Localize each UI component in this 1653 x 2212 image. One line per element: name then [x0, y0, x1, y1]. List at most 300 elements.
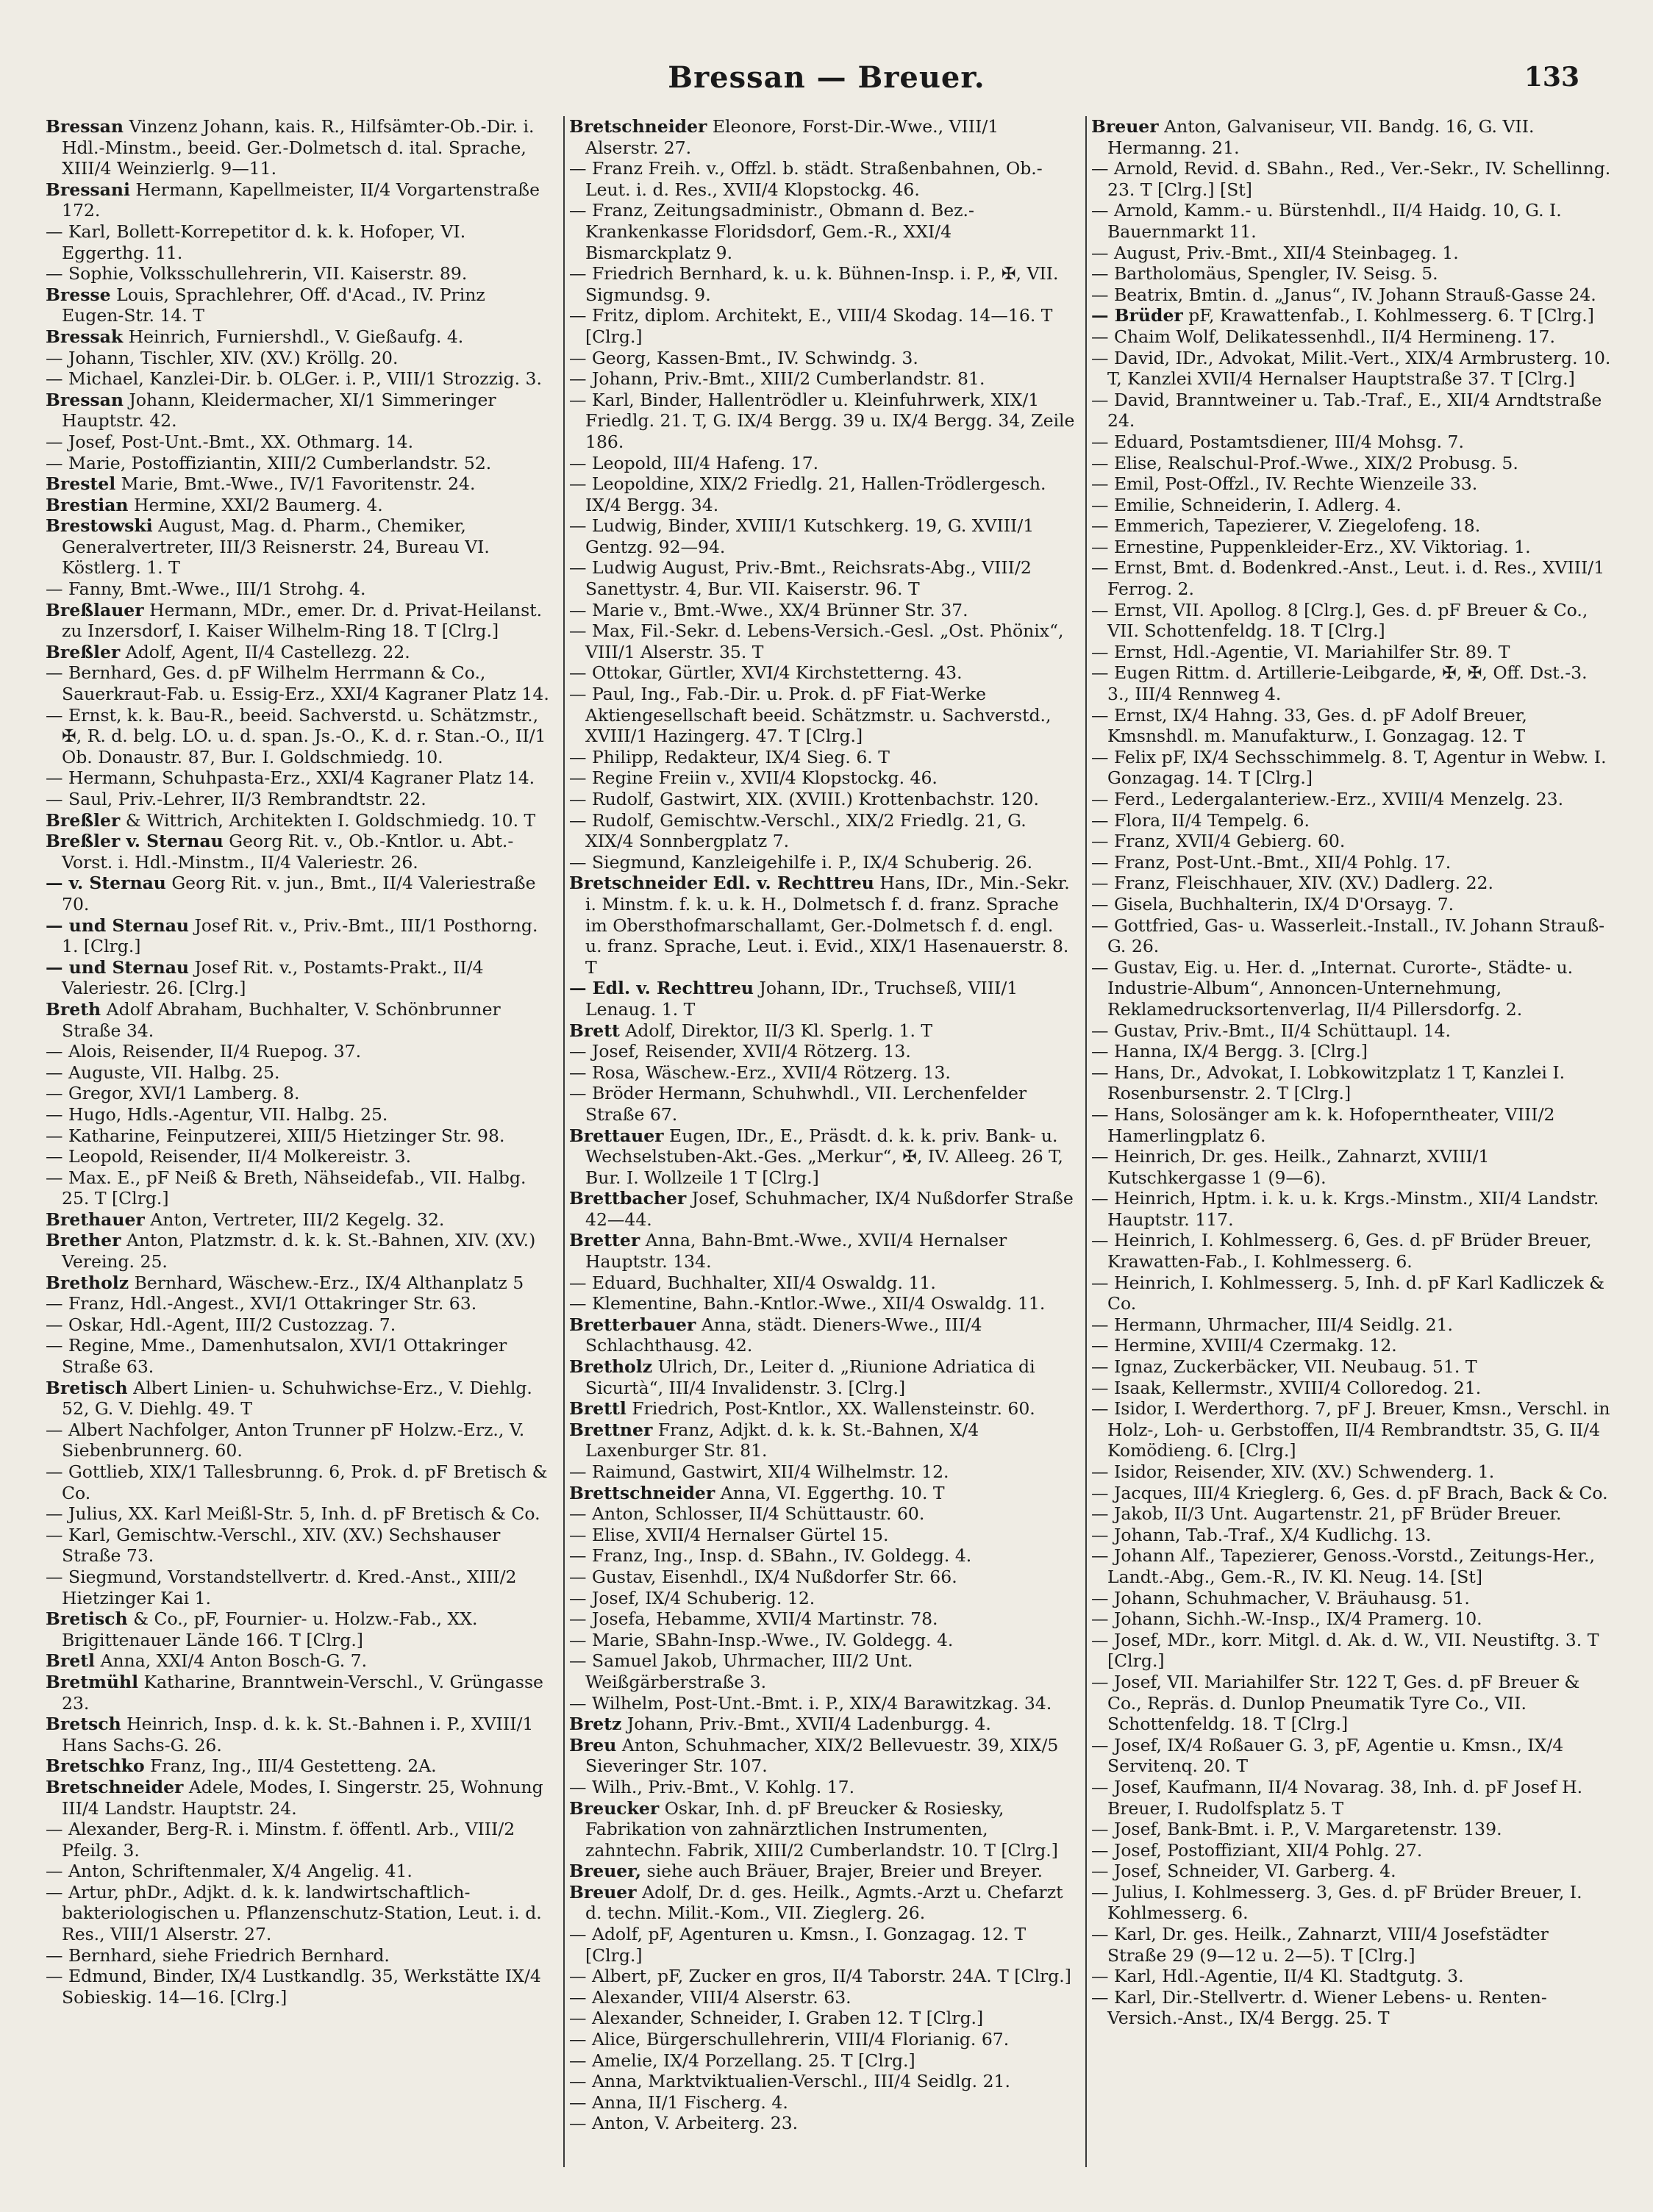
- entry-details: — Gustav, Eig. u. Her. d. „Internat. Curorte-, Städte- u. Industrie-Album“, Annoncen-Unternehmung, Reklamedrucksortenverlag, II/4 Pillersdorfg. 2.: [1091, 956, 1574, 1020]
- entry-details: — Fanny, Bmt.-Wwe., III/1 Strohg. 4.: [46, 579, 366, 600]
- directory-entry: [46, 473, 551, 495]
- directory-entry: [46, 1461, 551, 1503]
- directory-entry: [569, 662, 1075, 684]
- entry-details: — Ernestine, Puppenkleider-Erz., XV. Viktoriag. 1.: [1091, 536, 1531, 557]
- directory-entry: [46, 1945, 551, 1966]
- directory-entry: [46, 263, 551, 284]
- directory-entry: [46, 495, 551, 516]
- entry-details: — Josef, IX/4 Roßauer G. 3, pF, Agentie u. Kmsn., IX/4 Servitenq. 20. T: [1091, 1734, 1564, 1777]
- entry-details: — Max, Fil.-Sekr. d. Lebens-Versich.-Gesl. „Ost. Phönix“, VIII/1 Alserstr. 35. T: [569, 620, 1064, 662]
- entry-details: & Co., pF, Fournier- u. Holzw.-Fab., XX. Brigittenauer Lände 166. T [Clrg.]: [62, 1608, 478, 1650]
- directory-entry: [569, 1041, 1075, 1062]
- entry-details: — Oskar, Hdl.-Agent, III/2 Custozzag. 7.: [46, 1314, 396, 1335]
- entry-details: — Heinrich, Hptm. i. k. u. k. Krgs.-Minstm., XII/4 Landstr. Hauptstr. 117.: [1091, 1188, 1599, 1230]
- entry-surname: Brestel: [46, 473, 116, 495]
- entry-details: — Isaak, Kellermstr., XVIII/4 Colloredog. 21.: [1091, 1377, 1482, 1398]
- entry-details: — Edmund, Binder, IX/4 Lustkandlg. 35, Werkstätte IX/4 Sobieskig. 14—16. [Clrg.]: [46, 1966, 541, 2008]
- entry-details: — Saul, Priv.-Lehrer, II/3 Rembrandtstr. 22.: [46, 789, 426, 809]
- entry-surname: Bretl: [46, 1650, 95, 1672]
- entry-details: — Franz, Post-Unt.-Bmt., XII/4 Pohlg. 17.: [1091, 851, 1452, 873]
- entry-details: — Rosa, Wäschew.-Erz., XVII/4 Rötzerg. 13.: [569, 1062, 951, 1083]
- entry-details: — Elise, XVII/4 Hernalser Gürtel 15.: [569, 1524, 889, 1545]
- entry-details: — August, Priv.-Bmt., XII/4 Steinbageg. 1.: [1091, 242, 1459, 263]
- directory-entry: [46, 873, 551, 914]
- entry-surname: Bretsch: [46, 1714, 121, 1735]
- entry-details: Franz, Adjkt. d. k. k. St.-Bahnen, X/4 Laxenburger Str. 81.: [585, 1419, 979, 1461]
- entry-surname: Brettschneider: [569, 1482, 715, 1503]
- directory-entry: [569, 1693, 1075, 1714]
- entry-details: — Julius, XX. Karl Meißl-Str. 5, Inh. d. pF Bretisch & Co.: [46, 1503, 540, 1525]
- directory-entry: [1091, 243, 1612, 264]
- directory-entry: [569, 1020, 1075, 1042]
- entry-details: Hermann, MDr., emer. Dr. d. Privat-Heilanst. zu Inzersdorf, I. Kaiser Wilhelm-Ring 18. T [Clrg.]: [62, 599, 543, 642]
- directory-entry: [46, 284, 551, 326]
- directory-entry: [46, 348, 551, 369]
- entry-details: — Anna, Marktviktualien-Verschl., III/4 Seidlg. 21.: [569, 2071, 1010, 2092]
- entry-surname: Bretschneider Edl. v. Rechttreu: [569, 873, 874, 894]
- directory-entry: [46, 1146, 551, 1167]
- entry-details: — Artur, phDr., Adjkt. d. k. k. landwirtschaftlich-bakteriologischen u. Pflanzenschutz-Station, Leut. i. d. Res., VIII/1 Alserstr. 27.: [46, 1881, 542, 1945]
- entry-surname: Breucker: [569, 1797, 660, 1819]
- directory-entry: [1091, 348, 1612, 390]
- entry-details: Adolf, Direktor, II/3 Kl. Sperlg. 1. T: [625, 1020, 933, 1041]
- entry-details: — Bröder Hermann, Schuhwhdl., VII. Lerchenfelder Straße 67.: [569, 1083, 1027, 1125]
- entry-details: Katharine, Branntwein-Verschl., V. Grüngasse 23.: [62, 1671, 543, 1714]
- directory-entry: [46, 1755, 551, 1777]
- directory-entry: [569, 515, 1075, 557]
- directory-entry: [1091, 515, 1612, 537]
- entry-details: Adolf, Agent, II/4 Castellezg. 22.: [125, 641, 410, 662]
- directory-entry: [569, 873, 1075, 978]
- entry-details: — Franz, Zeitungsadministr., Obmann d. Bez.-Krankenkasse Floridsdorf, Gem.-R., XXI/4 Bismarckplatz 9.: [569, 200, 974, 263]
- directory-entry: [569, 348, 1075, 369]
- entry-details: — Anton, V. Arbeiterg. 23.: [569, 2113, 799, 2134]
- directory-entry: [1091, 915, 1612, 957]
- entry-details: — Marie, SBahn-Insp.-Wwe., IV. Goldegg. 4.: [569, 1629, 954, 1650]
- entry-details: — Gregor, XVI/1 Lamberg. 8.: [46, 1083, 300, 1104]
- entry-details: — Regine, Mme., Damenhutsalon, XVI/1 Ottakringer Straße 63.: [46, 1335, 507, 1378]
- entry-details: — Wilhelm, Post-Unt.-Bmt. i. P., XIX/4 Barawitzkag. 34.: [569, 1692, 1052, 1714]
- entry-details: — Leopold, Reisender, II/4 Molkereistr. 3.: [46, 1146, 412, 1167]
- entry-details: — Samuel Jakob, Uhrmacher, III/2 Unt. Weißgärberstraße 3.: [569, 1650, 913, 1692]
- entry-details: — Franz, XVII/4 Gebierg. 60.: [1091, 831, 1346, 852]
- entry-details: Bernhard, Wäschew.-Erz., IX/4 Althanplatz 5: [134, 1272, 524, 1293]
- directory-entry: [46, 1125, 551, 1147]
- directory-entry: [1091, 1104, 1612, 1146]
- directory-entry: [569, 1545, 1075, 1567]
- entry-details: — Franz, Hdl.-Angest., XVI/1 Ottakringer Str. 63.: [46, 1293, 477, 1314]
- directory-entry: [569, 1125, 1075, 1189]
- directory-entry: [569, 684, 1075, 747]
- entry-surname: Brettbacher: [569, 1188, 687, 1209]
- entry-details: — Philipp, Redakteur, IX/4 Sieg. 6. T: [569, 746, 890, 767]
- directory-entry: [569, 1062, 1075, 1084]
- entry-details: — Siegmund, Kanzleigehilfe i. P., IX/4 Schuberig. 26.: [569, 851, 1033, 873]
- entry-details: — Wilh., Priv.-Bmt., V. Kohlg. 17.: [569, 1776, 855, 1797]
- directory-entry: [569, 852, 1075, 873]
- directory-entry: [46, 915, 551, 957]
- directory-entry: [569, 263, 1075, 305]
- entry-details: — Bernhard, Ges. d. pF Wilhelm Herrmann & Co., Sauerkraut-Fab. u. Essig-Erz., XXI/4 Kagraner Platz 14.: [46, 662, 549, 705]
- entry-surname: Brestian: [46, 494, 129, 515]
- directory-entry: [46, 116, 551, 179]
- entry-details: — Gisela, Buchhalterin, IX/4 D'Orsayg. 7.: [1091, 893, 1454, 914]
- directory-entry: [569, 1987, 1075, 2008]
- directory-entry: [46, 1041, 551, 1062]
- entry-details: — Hans, Solosänger am k. k. Hofoperntheater, VIII/2 Hamerlingplatz 6.: [1091, 1103, 1555, 1146]
- entry-details: — Hans, Dr., Advokat, I. Lobkowitzplatz 1 T, Kanzlei I. Rosenbursenstr. 2. T [Clrg.]: [1091, 1062, 1565, 1104]
- directory-entry: [1091, 1608, 1612, 1630]
- entry-details: Heinrich, Furniershdl., V. Gießaufg. 4.: [128, 326, 464, 347]
- directory-entry: [569, 1483, 1075, 1504]
- entry-details: Anton, Platzmstr. d. k. k. St.-Bahnen, XIV. (XV.) Vereing. 25.: [62, 1230, 536, 1273]
- directory-entry: [569, 1083, 1075, 1125]
- directory-entry: [569, 1650, 1075, 1692]
- directory-entry: [1091, 705, 1612, 747]
- directory-entry: [46, 390, 551, 432]
- directory-entry: [46, 789, 551, 810]
- entry-details: — Raimund, Gastwirt, XII/4 Wilhelmstr. 12.: [569, 1461, 949, 1482]
- entry-details: — Leopold, III/4 Hafeng. 17.: [569, 452, 819, 473]
- directory-entry: [46, 999, 551, 1041]
- directory-entry: [569, 1461, 1075, 1483]
- directory-entry: [1091, 1966, 1612, 1987]
- entry-details: Anton, Schuhmacher, XIX/2 Bellevuestr. 39, XIX/5 Sieveringer Str. 107.: [585, 1734, 1059, 1777]
- directory-entry: [569, 978, 1075, 1020]
- entry-details: — Klementine, Bahn.-Kntlor.-Wwe., XII/4 Oswaldg. 11.: [569, 1293, 1046, 1314]
- entry-surname: Bretschko: [46, 1755, 145, 1777]
- directory-entry: [569, 1735, 1075, 1777]
- entry-details: — Josef, MDr., korr. Mitgl. d. Ak. d. W., VII. Neustiftg. 3. T [Clrg.]: [1091, 1629, 1599, 1672]
- directory-entry: [46, 1104, 551, 1125]
- entry-surname: Brether: [46, 1230, 121, 1251]
- directory-entry: [1091, 1146, 1612, 1188]
- directory-entry: [1091, 1398, 1612, 1461]
- directory-entry: [569, 158, 1075, 200]
- entry-details: — Ernst, VII. Apollog. 8 [Clrg.], Ges. d. pF Breuer & Co., VII. Schottenfeldg. 18. T [Clrg.]: [1091, 599, 1588, 642]
- entry-details: — Heinrich, Dr. ges. Heilk., Zahnarzt, XVIII/1 Kutschkergasse 1 (9—6).: [1091, 1146, 1490, 1188]
- directory-entry: [46, 579, 551, 600]
- directory-entry: [569, 1861, 1075, 1882]
- entry-details: — Elise, Realschul-Prof.-Wwe., XIX/2 Probusg. 5.: [1091, 452, 1518, 473]
- entry-details: — Heinrich, I. Kohlmesserg. 5, Inh. d. pF Karl Kadliczek & Co.: [1091, 1272, 1605, 1314]
- directory-entry: [46, 1335, 551, 1377]
- directory-entry: [569, 305, 1075, 347]
- entry-details: Josef Rit. v., Priv.-Bmt., III/1 Posthorng. 1. [Clrg.]: [62, 914, 538, 957]
- entry-surname: Brestowski: [46, 515, 153, 537]
- entry-surname: Breßlauer: [46, 599, 144, 620]
- entry-details: — Karl, Dir.-Stellvertr. d. Wiener Lebens- u. Renten-Versich.-Anst., IX/4 Bergg. 25. T: [1091, 1986, 1547, 2029]
- entry-details: Johann, Kleidermacher, XI/1 Simmeringer Hauptstr. 42.: [62, 389, 496, 432]
- entry-details: Johann, IDr., Truchseß, VIII/1 Lenaug. 1. T: [585, 978, 1018, 1020]
- entry-details: — Gottlieb, XIX/1 Tallesbrunng. 6, Prok. d. pF Bretisch & Co.: [46, 1461, 548, 1503]
- directory-entry: [46, 1378, 551, 1420]
- entry-details: — Josef, Reisender, XVII/4 Rötzerg. 13.: [569, 1041, 911, 1062]
- directory-entry: [46, 957, 551, 999]
- entry-details: — Amelie, IX/4 Porzellang. 25. T [Clrg.]: [569, 2050, 915, 2071]
- entry-details: — Isidor, Reisender, XIV. (XV.) Schwenderg. 1.: [1091, 1461, 1495, 1482]
- entry-details: — Ernst, k. k. Bau-R., beeid. Sachverstd. u. Schätzmstr., ✠, R. d. belg. LO. u. d. span. Js.-O., K. d. r. Stan.-O., II/1 Ob. Donaustr. 87, Bur. I. Goldschmiedg. 10.: [46, 704, 546, 767]
- directory-entry: [569, 1567, 1075, 1588]
- entry-details: — Franz, Fleischhauer, XIV. (XV.) Dadlerg. 22.: [1091, 873, 1493, 894]
- entry-details: — Franz, Ing., Insp. d. SBahn., IV. Goldegg. 4.: [569, 1545, 972, 1567]
- entry-surname: — und Sternau: [46, 956, 190, 978]
- directory-entry: [46, 1209, 551, 1231]
- entry-surname: Bresse: [46, 284, 111, 305]
- entry-details: — Katharine, Feinputzerei, XIII/5 Hietzinger Str. 98.: [46, 1125, 505, 1146]
- directory-entry: [46, 1503, 551, 1525]
- directory-entry: [46, 1714, 551, 1755]
- entry-details: — Karl, Hdl.-Agentie, II/4 Kl. Stadtgutg. 3.: [1091, 1966, 1464, 1987]
- directory-entry: [46, 1650, 551, 1672]
- directory-entry: [46, 1062, 551, 1084]
- directory-entry: [569, 2008, 1075, 2029]
- column-1: [46, 116, 551, 2167]
- directory-entry: [1091, 1861, 1612, 1882]
- entry-surname: Brettner: [569, 1419, 653, 1440]
- entry-details: — Arnold, Revid. d. SBahn., Red., Ver.-Sekr., IV. Schellinng. 23. T [Clrg.] [St]: [1091, 158, 1611, 200]
- entry-surname: — und Sternau: [46, 914, 190, 936]
- directory-entry: [1091, 1924, 1612, 1966]
- entry-details: Vinzenz Johann, kais. R., Hilfsämter-Ob.-Dir. i. Hdl.-Minstm., beeid. Ger.-Dolmetsch d. ital. Sprache, XIII/4 Weinzierlg. 9—11.: [62, 116, 535, 179]
- entry-details: — Franz Freih. v., Offzl. b. städt. Straßenbahnen, Ob.-Leut. i. d. Res., XVII/4 Klopstockg. 46.: [569, 158, 1043, 200]
- entry-details: — Max. E., pF Neiß & Breth, Nähseidefab., VII. Halbg. 25. T [Clrg.]: [46, 1167, 526, 1209]
- directory-entry: [1091, 662, 1612, 704]
- directory-entry: [1091, 1062, 1612, 1104]
- directory-entry: [1091, 326, 1612, 348]
- entry-details: Adele, Modes, I. Singerstr. 25, Wohnung III/4 Landstr. Hauptstr. 24.: [62, 1776, 543, 1819]
- entry-details: — Sophie, Volksschullehrerin, VII. Kaiserstr. 89.: [46, 263, 468, 284]
- entry-details: — Georg, Kassen-Bmt., IV. Schwindg. 3.: [569, 347, 918, 368]
- directory-entry: [1091, 747, 1612, 789]
- directory-entry: [46, 1672, 551, 1714]
- directory-entry: [1091, 158, 1612, 200]
- directory-entry: [1091, 1335, 1612, 1356]
- entry-surname: Bretholz: [46, 1272, 129, 1293]
- directory-entry: [569, 1924, 1075, 1966]
- directory-entry: [569, 1525, 1075, 1546]
- entry-details: — Alexander, Schneider, I. Graben 12. T [Clrg.]: [569, 2008, 984, 2029]
- directory-entry: [46, 453, 551, 474]
- directory-entry: [569, 1293, 1075, 1314]
- entry-details: — Gustav, Priv.-Bmt., II/4 Schüttaupl. 14.: [1091, 1020, 1452, 1041]
- entry-details: — Josef, IX/4 Schuberig. 12.: [569, 1587, 815, 1608]
- directory-entry: [1091, 284, 1612, 306]
- directory-entry: [569, 620, 1075, 662]
- entry-details: — David, Branntweiner u. Tab.-Traf., E., XII/4 Arndtstraße 24.: [1091, 389, 1602, 432]
- entry-details: — Adolf, pF, Agenturen u. Kmsn., I. Gonzagag. 12. T [Clrg.]: [569, 1924, 1027, 1966]
- running-head: Bressan — Breuer.: [668, 60, 985, 95]
- entry-surname: Bretterbauer: [569, 1314, 696, 1335]
- entry-details: — Hugo, Hdls.-Agentur, VII. Halbg. 25.: [46, 1103, 388, 1125]
- directory-entry: [1091, 789, 1612, 810]
- directory-entry: [1091, 537, 1612, 558]
- entry-details: — Fritz, diplom. Architekt, E., VIII/4 Skodag. 14—16. T [Clrg.]: [569, 305, 1053, 347]
- directory-entry: [1091, 390, 1612, 432]
- entry-details: Anton, Vertreter, III/2 Kegelg. 32.: [150, 1209, 445, 1230]
- entry-details: — Karl, Binder, Hallentrödler u. Kleinfuhrwerk, XIX/1 Friedlg. 21. T, G. IX/4 Bergg. 39 u. IX/4 Bergg. 34, Zeile 186.: [569, 389, 1075, 452]
- directory-entry: [1091, 957, 1612, 1020]
- directory-entry: [569, 1798, 1075, 1861]
- entry-details: — Ottokar, Gürtler, XVI/4 Kirchstetterng. 43.: [569, 662, 963, 684]
- entry-details: Anna, Bahn-Bmt.-Wwe., XVII/4 Hernalser Hauptstr. 134.: [585, 1230, 1007, 1273]
- directory-entry: [46, 662, 551, 704]
- directory-entry: [1091, 810, 1612, 831]
- directory-entry: [46, 1167, 551, 1209]
- entry-surname: Bretholz: [569, 1356, 653, 1378]
- entry-details: Anton, Galvaniseur, VII. Bandg. 16, G. VII. Hermanng. 21.: [1107, 116, 1535, 158]
- entry-details: — Josef, Kaufmann, II/4 Novarag. 38, Inh. d. pF Josef H. Breuer, I. Rudolfsplatz 5. T: [1091, 1776, 1583, 1819]
- directory-entry: [46, 515, 551, 579]
- directory-entry: [569, 1230, 1075, 1272]
- directory-entry: [1091, 1230, 1612, 1272]
- entry-details: — Albert Nachfolger, Anton Trunner pF Holzw.-Erz., V. Siebenbrunnerg. 60.: [46, 1419, 525, 1461]
- directory-entry: [1091, 1588, 1612, 1609]
- entry-details: — Eduard, Postamtsdiener, III/4 Mohsg. 7.: [1091, 431, 1464, 452]
- directory-entry: [1091, 1672, 1612, 1735]
- directory-entry: [569, 1398, 1075, 1420]
- directory-entry: [569, 1777, 1075, 1798]
- entry-surname: Brett: [569, 1020, 620, 1041]
- directory-entry: [569, 1882, 1075, 1924]
- directory-entry: [569, 810, 1075, 852]
- entry-details: Heinrich, Insp. d. k. k. St.-Bahnen i. P., XVIII/1 Hans Sachs-G. 26.: [62, 1714, 534, 1755]
- entry-details: — Emmerich, Tapezierer, V. Ziegelofeng. 18.: [1091, 515, 1481, 537]
- directory-entry: [46, 1882, 551, 1945]
- directory-entry: [1091, 1461, 1612, 1483]
- entry-details: — Rudolf, Gastwirt, XIX. (XVIII.) Krottenbachstr. 120.: [569, 789, 1039, 809]
- entry-details: — David, IDr., Advokat, Milit.-Vert., XIX/4 Armbrusterg. 10. T, Kanzlei XVII/4 Hernalser Hauptstraße 37. T [Clrg.]: [1091, 347, 1611, 390]
- entry-details: — Isidor, I. Werderthorg. 7, pF J. Breuer, Kmsn., Verschl. in Holz-, Loh- u. Gerbstoffen, II/4 Rembrandtstr. 35, G. II/4 Komödieng. 6. [Clrg.]: [1091, 1398, 1610, 1461]
- entry-details: Eugen, IDr., E., Präsdt. d. k. k. priv. Bank- u. Wechselstuben-Akt.-Ges. „Merkur“, ✠, IV. Alleeg. 26 T, Bur. I. Wollzeile 1 T [Clrg.]: [585, 1125, 1063, 1188]
- directory-entry: [46, 767, 551, 789]
- entry-details: — Hermann, Schuhpasta-Erz., XXI/4 Kagraner Platz 14.: [46, 767, 535, 789]
- entry-details: — Leopoldine, XIX/2 Friedlg. 21, Hallen-Trödlergesch. IX/4 Bergg. 34.: [569, 473, 1046, 515]
- entry-details: Eleonore, Forst-Dir.-Wwe., VIII/1 Alserstr. 27.: [585, 116, 999, 158]
- directory-entry: [46, 1083, 551, 1104]
- directory-entry: [569, 1714, 1075, 1735]
- directory-entry: [46, 600, 551, 642]
- entry-details: — Eugen Rittm. d. Artillerie-Leibgarde, ✠, ✠, Off. Dst.-3. 3., III/4 Rennweg 4.: [1091, 662, 1588, 705]
- entry-surname: Bretmühl: [46, 1671, 139, 1692]
- entry-details: — Johann, Schuhmacher, V. Bräuhausg. 51.: [1091, 1587, 1470, 1608]
- directory-entry: [1091, 1777, 1612, 1819]
- directory-entry: [1091, 1525, 1612, 1546]
- directory-entry: [46, 831, 551, 873]
- entry-details: Marie, Bmt.-Wwe., IV/1 Favoritenstr. 24.: [121, 473, 476, 495]
- directory-entry: [1091, 1378, 1612, 1399]
- entry-details: — Bernhard, siehe Friedrich Bernhard.: [46, 1944, 390, 1966]
- directory-entry: [46, 326, 551, 348]
- entry-details: — Johann, Tischler, XIV. (XV.) Kröllg. 20.: [46, 347, 399, 368]
- entry-details: — Jakob, II/3 Unt. Augartenstr. 21, pF Brüder Breuer.: [1091, 1503, 1562, 1525]
- entry-details: Albert Linien- u. Schuhwichse-Erz., V. Diehlg. 52, G. V. Diehlg. 49. T: [62, 1377, 532, 1420]
- page-header: [0, 60, 1653, 104]
- entry-surname: Breßler: [46, 641, 121, 662]
- entry-details: — Josef, Postoffiziant, XII/4 Pohlg. 27.: [1091, 1839, 1423, 1861]
- directory-entry: [46, 1567, 551, 1608]
- entry-details: — Emil, Post-Offzl., IV. Rechte Wienzeile 33.: [1091, 473, 1478, 495]
- directory-entry: [46, 1777, 551, 1819]
- directory-entry: [1091, 473, 1612, 495]
- directory-entry: [1091, 432, 1612, 453]
- directory-entry: [1091, 1041, 1612, 1062]
- entry-details: Oskar, Inh. d. pF Breucker & Rosiesky, Fabrikation von zahnärztlichen Instrumenten, zahntechn. Fabrik, XIII/2 Cumberlandstr. 10. T [Clrg.]: [585, 1797, 1058, 1861]
- entry-details: Johann, Priv.-Bmt., XVII/4 Ladenburgg. 4.: [626, 1714, 991, 1735]
- entry-details: — Hermann, Uhrmacher, III/4 Seidlg. 21.: [1091, 1314, 1453, 1335]
- entry-details: — Albert, pF, Zucker en gros, II/4 Taborstr. 24A. T [Clrg.]: [569, 1966, 1071, 1987]
- entry-details: Adolf, Dr. d. ges. Heilk., Agmts.-Arzt u. Chefarzt d. techn. Milit.-Kom., VII. Zieglerg. 26.: [585, 1881, 1063, 1924]
- entry-details: — Alice, Bürgerschullehrerin, VIII/4 Florianig. 67.: [569, 2029, 1010, 2050]
- entry-surname: Bretschneider: [569, 116, 707, 137]
- entry-details: — Beatrix, Bmtin. d. „Janus“, IV. Johann Strauß-Gasse 24.: [1091, 284, 1596, 305]
- directory-entry: [1091, 1630, 1612, 1672]
- entry-details: pF, Krawattenfab., I. Kohlmesserg. 6. T [Clrg.]: [1188, 305, 1594, 326]
- entry-surname: — Edl. v. Rechttreu: [569, 978, 754, 999]
- entry-details: — Siegmund, Vorstandstellvertr. d. Kred.-Anst., XIII/2 Hietzinger Kai 1.: [46, 1566, 517, 1608]
- directory-entry: [569, 200, 1075, 263]
- entry-details: — Julius, I. Kohlmesserg. 3, Ges. d. pF Brüder Breuer, I. Kohlmesserg. 6.: [1091, 1881, 1582, 1924]
- entry-details: — Ernst, IX/4 Hahng. 33, Ges. d. pF Adolf Breuer, Kmsnshdl. m. Manufakturw., I. Gonzagag. 12. T: [1091, 704, 1527, 747]
- entry-details: — Marie v., Bmt.-Wwe., XX/4 Brünner Str. 37.: [569, 599, 968, 620]
- directory-entry: [46, 810, 551, 831]
- entry-details: Friedrich, Post-Kntlor., XX. Wallensteinstr. 60.: [632, 1398, 1035, 1420]
- entry-details: — Karl, Dr. ges. Heilk., Zahnarzt, VIII/4 Josefstädter Straße 29 (9—12 u. 2—5). T [Clrg.]: [1091, 1924, 1549, 1966]
- entry-surname: Breth: [46, 998, 101, 1020]
- entry-details: — Hermine, XVIII/4 Czermakg. 12.: [1091, 1335, 1397, 1356]
- entry-details: — Ferd., Ledergalanteriew.-Erz., XVIII/4 Menzelg. 23.: [1091, 789, 1564, 809]
- directory-entry: [1091, 1545, 1612, 1587]
- directory-entry: [569, 600, 1075, 621]
- directory-entry: [1091, 495, 1612, 516]
- entry-details: — Karl, Gemischtw.-Verschl., XIV. (XV.) Sechshauser Straße 73.: [46, 1524, 501, 1567]
- entry-details: — Alexander, VIII/4 Alserstr. 63.: [569, 1986, 852, 2008]
- directory-entry: [569, 2050, 1075, 2072]
- entry-details: — Heinrich, I. Kohlmesserg. 6, Ges. d. pF Brüder Breuer, Krawatten-Fab., I. Kohlmesserg. 6.: [1091, 1230, 1592, 1273]
- entry-details: Louis, Sprachlehrer, Off. d'Acad., IV. Prinz Eugen-Str. 14. T: [62, 284, 485, 326]
- entry-details: — Johann, Tab.-Traf., X/4 Kudlichg. 13.: [1091, 1524, 1432, 1545]
- directory-entry: [1091, 852, 1612, 873]
- directory-entry: [1091, 1840, 1612, 1861]
- directory-entry: [1091, 642, 1612, 663]
- directory-entry: [1091, 1356, 1612, 1378]
- column-3: [1091, 116, 1612, 2167]
- directory-entry: [569, 368, 1075, 390]
- entry-surname: Bretz: [569, 1714, 622, 1735]
- entry-surname: Bretschneider: [46, 1776, 184, 1797]
- directory-entry: [1091, 263, 1612, 284]
- directory-entry: [46, 1966, 551, 2008]
- entry-details: — Marie, Postoffiziantin, XIII/2 Cumberlandstr. 52.: [46, 452, 492, 473]
- directory-entry: [569, 1188, 1075, 1230]
- entry-details: — Anton, Schriftenmaler, X/4 Angelig. 41.: [46, 1861, 413, 1882]
- directory-entry: [569, 2092, 1075, 2113]
- entry-details: — Ludwig, Binder, XVIII/1 Kutschkerg. 19, G. XVIII/1 Gentzg. 92—94.: [569, 515, 1035, 557]
- entry-details: Josef, Schuhmacher, IX/4 Nußdorfer Straße 42—44.: [585, 1188, 1074, 1230]
- entry-details: — Johann Alf., Tapezierer, Genoss.-Vorstd., Zeitungs-Her., Landt.-Abg., Gem.-R., IV. Kl. Neug. 14. [St]: [1091, 1545, 1595, 1587]
- directory-entry: [1091, 600, 1612, 642]
- entry-surname: Bretisch: [46, 1608, 128, 1630]
- entry-surname: Breßler v. Sternau: [46, 831, 224, 852]
- entry-surname: Breuer: [569, 1881, 637, 1903]
- column-2: [569, 116, 1075, 2167]
- entry-details: — Josef, Schneider, VI. Garberg. 4.: [1091, 1861, 1396, 1882]
- directory-entry: [46, 179, 551, 221]
- directory-entry: [569, 767, 1075, 789]
- entry-details: — Ernst, Bmt. d. Bodenkred.-Anst., Leut. i. d. Res., XVIII/1 Ferrog. 2.: [1091, 557, 1605, 600]
- entry-details: — Johann, Sichh.-W.-Insp., IX/4 Pramerg. 10.: [1091, 1608, 1482, 1630]
- directory-entry: [46, 1861, 551, 1882]
